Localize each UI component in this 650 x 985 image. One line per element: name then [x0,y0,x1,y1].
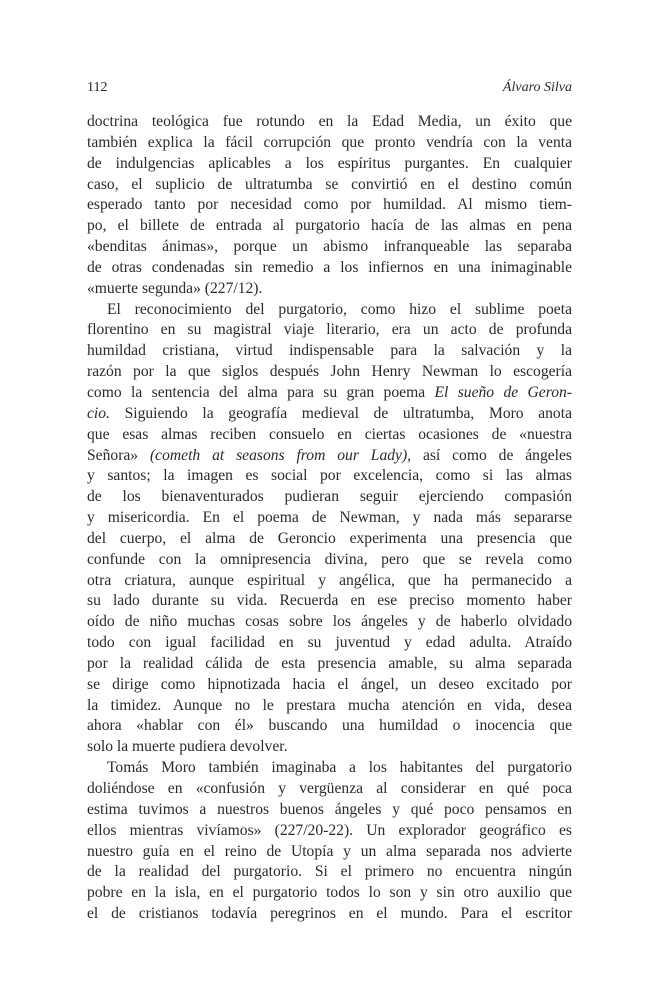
running-title: Álvaro Silva [502,80,572,95]
text-line: se dirige como hipnotizada hacia el ángel, un deseo excitado por [87,675,572,693]
text-line: humildad cristiana, virtud indispensable para la salvación y la [87,342,572,360]
text-line: pobre en la isla, en el purgatorio todos lo son y sin otro auxilio que [87,884,572,902]
text-run: Siguiendo la geografía medieval de ultratumba, Moro anota [109,404,572,422]
running-head [87,78,572,98]
text-line: solo la muerte pudiera devolver. [87,738,288,756]
italic-title: El sueño de Geron- [434,383,572,401]
text-line: razón por la que siglos después John Henry Newman lo escogería [87,363,572,381]
text-line: «muerte segunda» (227/12). [87,279,263,297]
text-line: esperado tanto por necesidad como por humildad. Al mismo tiem- [87,196,572,214]
text-line: que esas almas reciben consuelo en ciertas ocasiones de «nuestra [87,425,572,443]
text-run: Señora» [87,446,150,464]
text-line: de otras condenadas sin remedio a los infiernos en una inimaginable [87,258,572,276]
text-line [87,404,572,425]
italic-quote: (cometh at seasons from our Lady), [149,446,412,464]
text-line: doctrina teológica fue rotundo en la Edad Media, un éxito que [87,113,572,130]
text-line [87,446,572,467]
italic-title: cio. [87,404,110,422]
text-line: el de cristianos todavía peregrinos en el mundo. Para el escritor [87,905,572,923]
text-line: su lado durante su vida. Recuerda en ese preciso momento haber [87,592,572,610]
text-line: «benditas ánimas», porque un abismo infranqueable las separaba [87,238,572,256]
text-line: y santos; la imagen es social por excelencia, como si las almas [87,467,572,485]
text-line: y misericordia. En el poema de Newman, y nada más separarse [87,509,572,527]
text-line: confunde con la omnipresencia divina, pero que se revela como [87,550,572,568]
text-line: oído de niño muchas cosas sobre los ángeles y de haberlo olvidado [87,613,572,631]
body-text [87,112,572,925]
text-line: también explica la fácil corrupción que pronto vendría con la venta [87,133,572,151]
text-line [87,383,572,404]
text-line: estima tuvimos a nuestros buenos ángeles y qué poco pensamos en [87,800,572,818]
text-line: la timidez. Aunque no le prestara mucha atención en vida, desea [87,696,572,714]
text-run: así como de ángeles [411,446,572,464]
text-line: nuestro guía en el reino de Utopía y un alma separada nos advierte [87,842,572,860]
text-line: ellos mientras vivíamos» (227/20-22). Un explorador geográfico es [87,821,572,839]
text-line: otra criatura, aunque espiritual y angélica, que ha permanecido a [87,571,572,589]
text-line: del cuerpo, el alma de Geroncio experimenta una presencia que [87,529,572,547]
text-line: de indulgencias aplicables a los espíritus purgantes. En cualquier [87,154,572,172]
text-line: por la realidad cálida de esta presencia amable, su alma separada [87,654,572,672]
text-line: Tomás Moro también imaginaba a los habitantes del purgatorio [107,759,572,777]
text-line: todo con igual facilidad en su juventud y edad adulta. Atraído [87,634,572,652]
text-line: El reconocimiento del purgatorio, como hizo el sublime poeta [107,300,572,318]
text-line: po, el billete de entrada al purgatorio hacía de las almas en pena [87,217,572,235]
text-run: como la sentencia del alma para su gran poema [87,383,435,401]
text-line: de la realidad del purgatorio. Si el primero no encuentra ningún [87,863,572,881]
text-line: de los bienaventurados pudieran seguir ejerciendo compasión [87,488,572,506]
text-line: florentino en su magistral viaje literario, era un acto de profunda [87,321,572,339]
page-number: 112 [87,80,108,95]
text-line: ahora «hablar con él» buscando una humildad o inocencia que [87,717,572,735]
text-line: doliéndose en «confusión y vergüenza al considerar en qué poca [87,780,572,797]
text-line: caso, el suplicio de ultratumba se convirtió en el destino común [87,175,572,193]
